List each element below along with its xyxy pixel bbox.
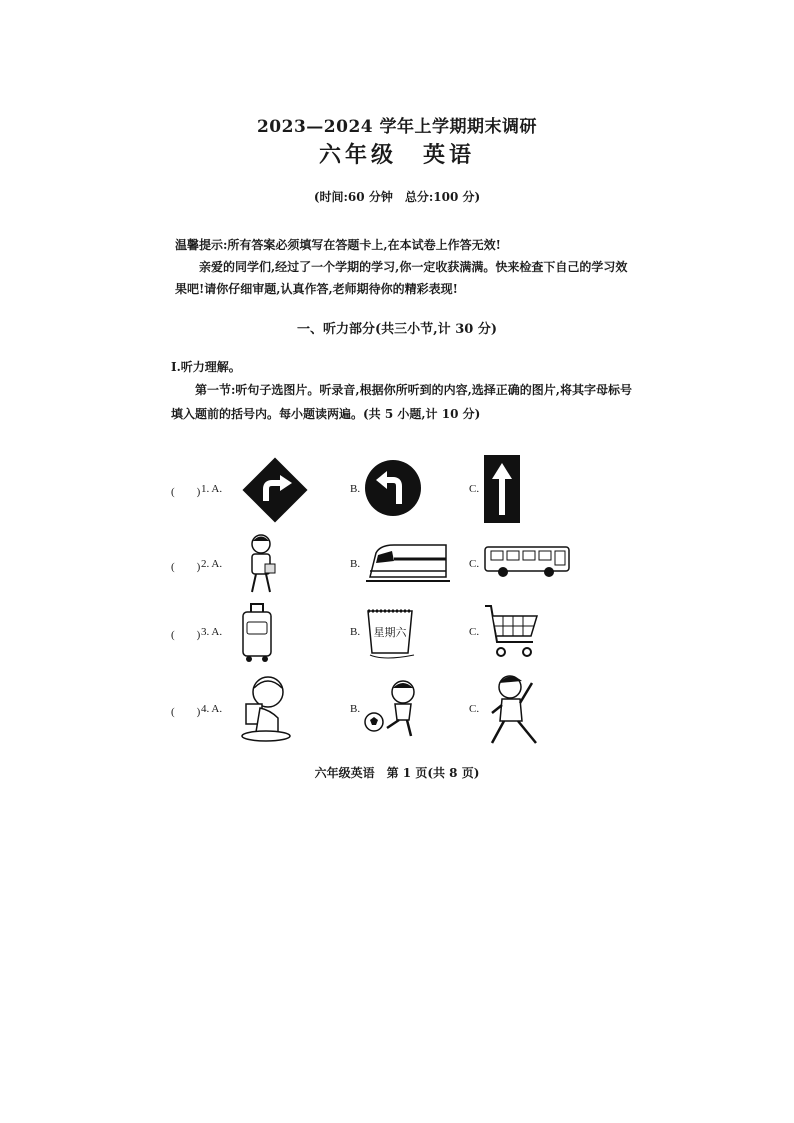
train-icon [366, 541, 450, 585]
exam-subject: 六年级 英语 [318, 142, 475, 168]
option-c-label: C. [469, 626, 480, 638]
section-title: 一、听力部分(共三小节,计 30 分) [297, 322, 497, 337]
straight-arrow-sign-icon [484, 455, 520, 523]
option-b-label: B. [350, 558, 361, 570]
shopping-cart-icon [483, 602, 541, 660]
option-b-label: B. [350, 483, 361, 495]
instructions: 第一节:听句子选图片。听录音,根据你所听到的内容,选择正确的图片,将其字母标号填入题前的括号内。每小题读两遍。(共 5 小题,计 10 分) [171, 383, 632, 421]
page-footer: 六年级英语 第 1 页(共 8 页) [314, 766, 480, 780]
football-boy-icon [363, 678, 425, 740]
suitcase-icon [240, 602, 274, 664]
question-number: 2. A. [201, 558, 223, 570]
question-number: 4. A. [201, 703, 223, 715]
reading-boy-icon [238, 674, 296, 742]
time-info: (时间:60 分钟 总分:100 分) [313, 190, 481, 204]
calendar-icon [364, 603, 418, 661]
turn-left-sign-icon [363, 458, 423, 518]
turn-right-sign-icon [240, 455, 310, 525]
option-b-label: B. [350, 626, 361, 638]
exam-title: 2023—2024 学年上学期期末调研 [256, 117, 538, 137]
walking-boy-icon [243, 532, 279, 596]
option-c-label: C. [469, 483, 480, 495]
intro-text: 亲爱的同学们,经过了一个学期的学习,你一定收获满满。快来检查下自己的学习效果吧!请你仔细审题,认真作答,老师期待你的精彩表现! [175, 260, 628, 296]
answer-paren[interactable]: ( ) [171, 706, 201, 718]
option-c-label: C. [469, 558, 480, 570]
answer-paren[interactable]: ( ) [171, 486, 201, 498]
calendar-day-text: 星期六 [373, 626, 407, 639]
option-b-label: B. [350, 703, 361, 715]
option-c-label: C. [469, 703, 480, 715]
answer-paren[interactable]: ( ) [171, 561, 201, 573]
kungfu-boy-icon [486, 673, 542, 747]
part-title: Ⅰ.听力理解。 [171, 360, 241, 374]
question-number: 3. A. [201, 626, 223, 638]
answer-paren[interactable]: ( ) [171, 629, 201, 641]
question-number: 1. A. [201, 483, 223, 495]
bus-icon [483, 545, 573, 579]
notice-text: 温馨提示:所有答案必须填写在答题卡上,在本试卷上作答无效! [175, 238, 501, 252]
